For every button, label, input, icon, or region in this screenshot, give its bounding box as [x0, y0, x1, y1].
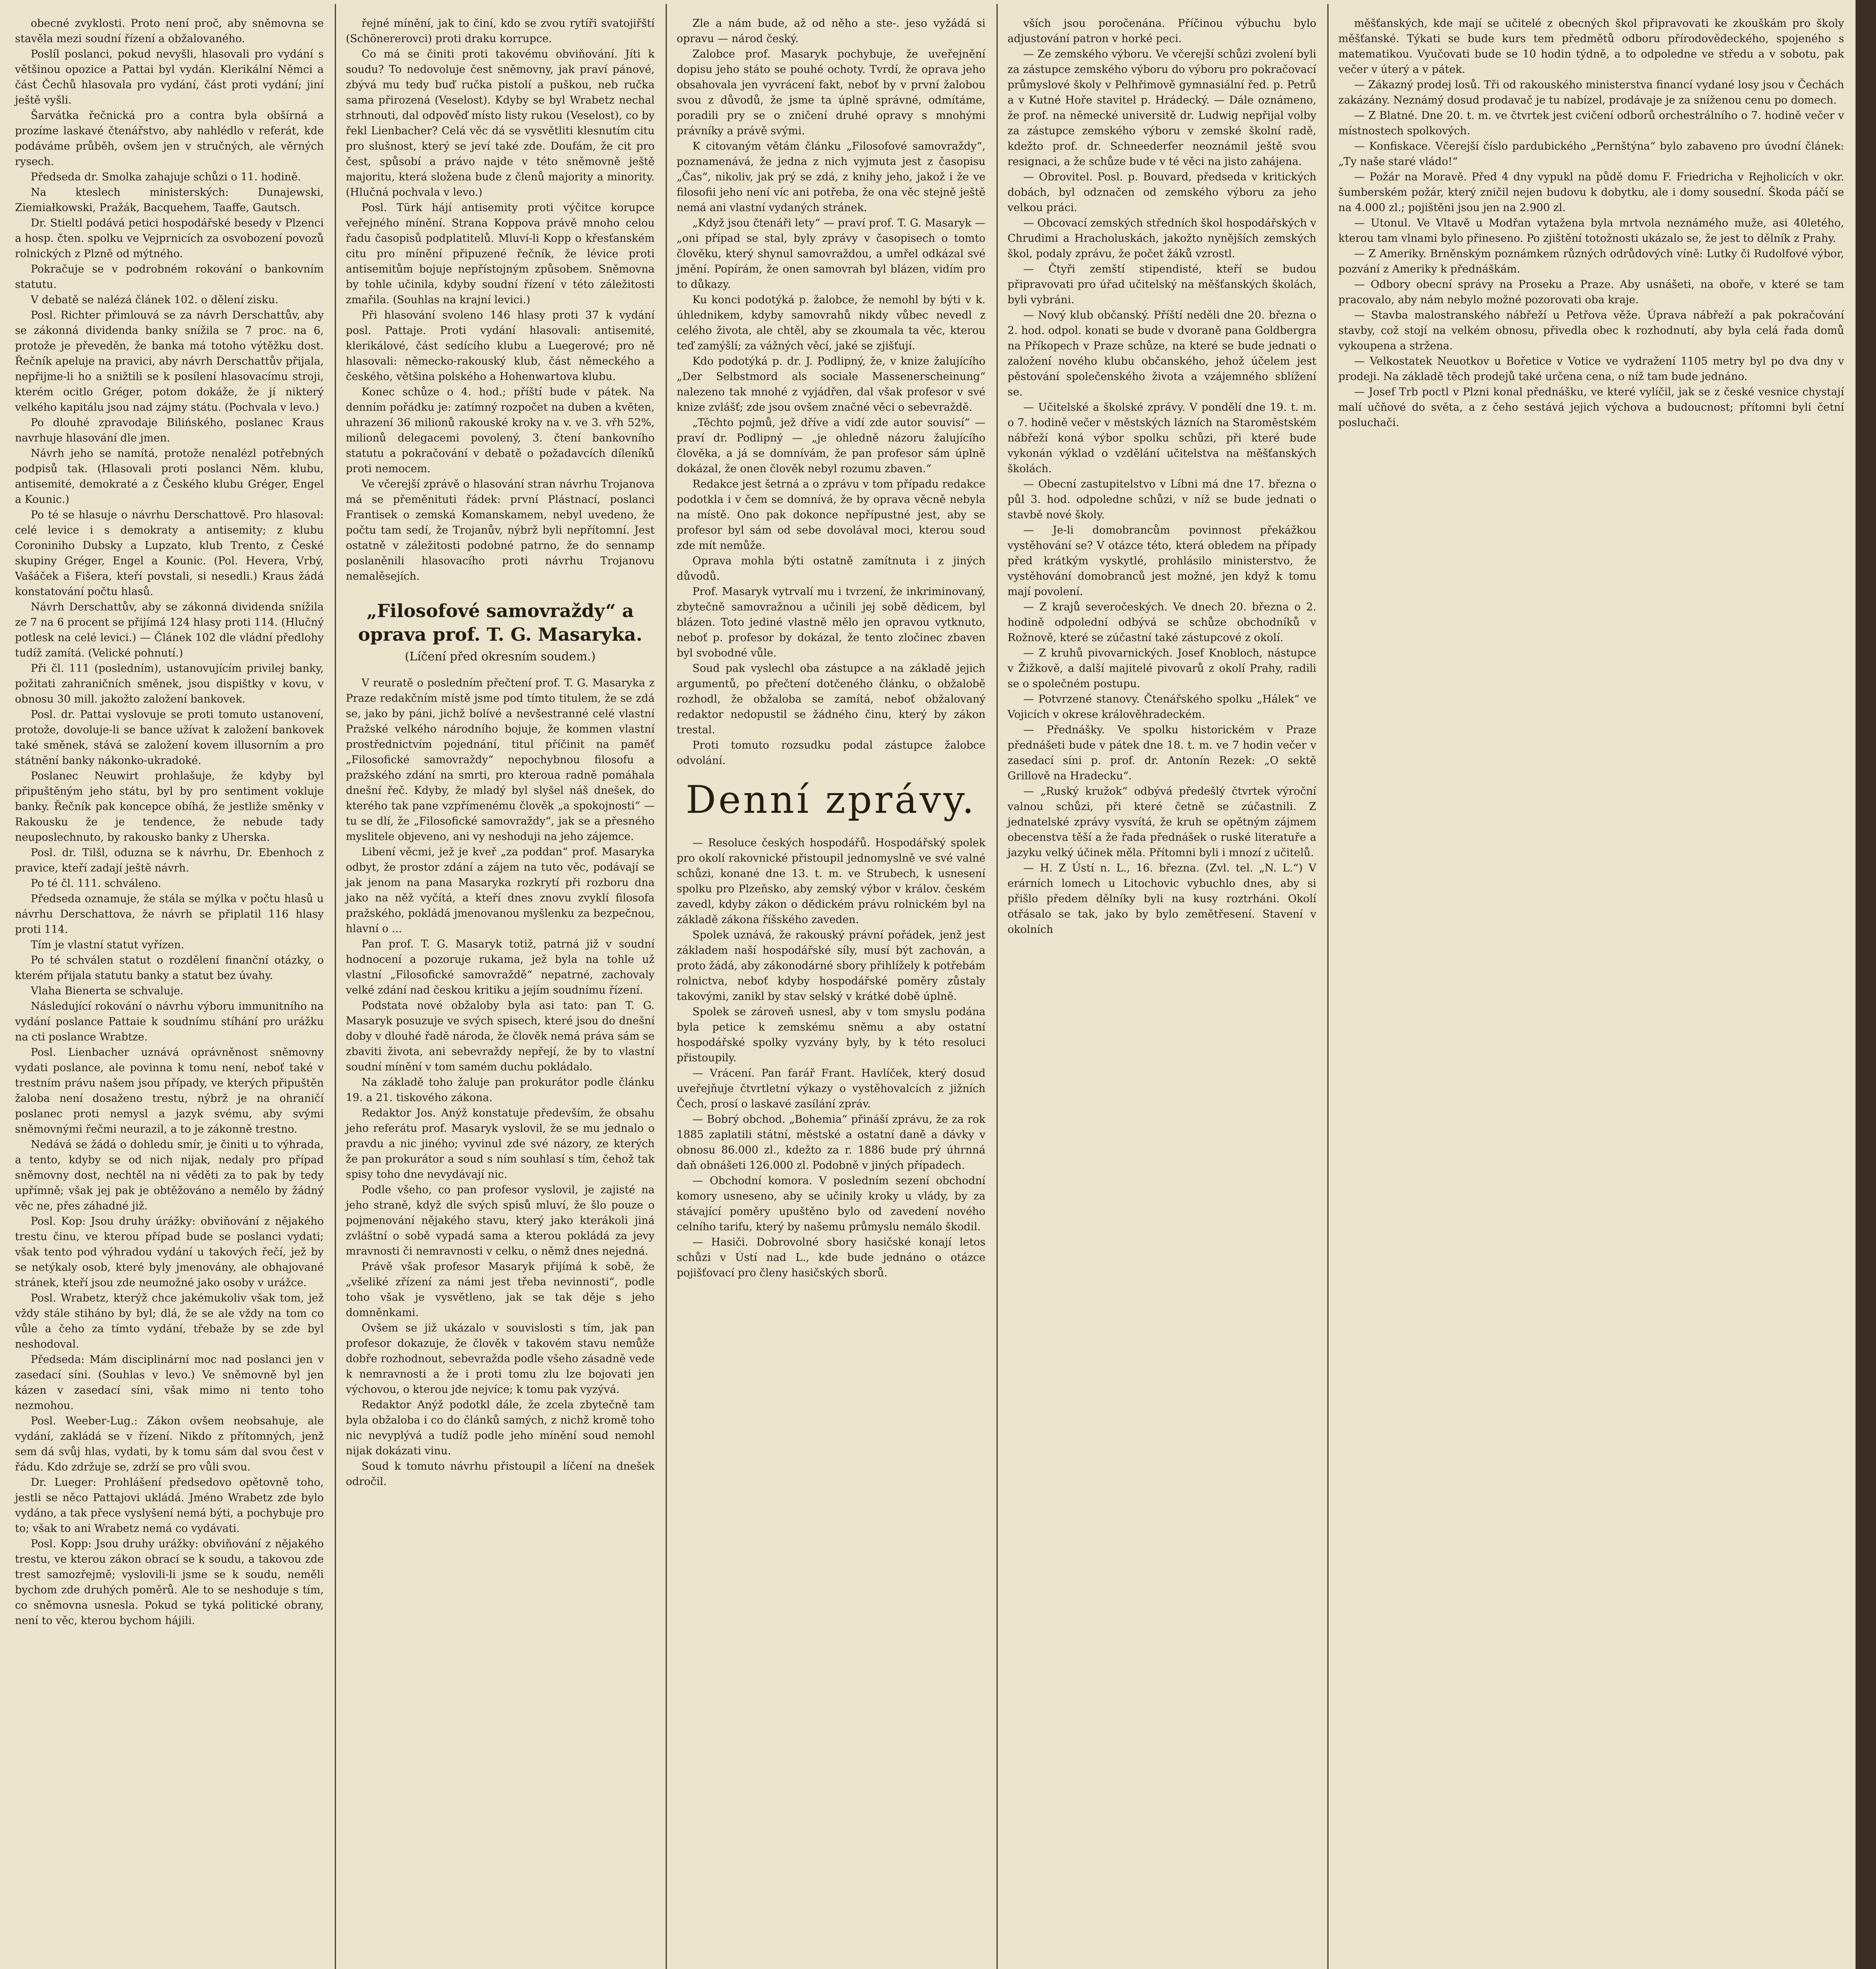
paragraph: — Obchodní komora. V posledním sezení obchodní komory usneseno, aby se učinily kroky u vlády, by za stávající poměry upuštěno bylo od zavedení nového celního tarifu, který by našemu průmyslu nemálo škodil.: [677, 1175, 985, 1233]
paragraph: Posl. Weeber-Lug.: Zákon ovšem neobsahuje, ale vydání, zakládá se v řízení. Nikdo z přítomných, jenž sem dá svůj hlas, vydati, by k tomu sám dal svou čest v řádu. Kdo zdržuje se, zdrží se pro vůli svou.: [15, 1415, 324, 1473]
column-divider: [996, 4, 998, 1969]
paragraph: Ovšem se již ukázalo v souvislosti s tím, jak pan profesor dokazuje, že člověk v takovém stavu nemůže dobře rozhodnout, sebevražda podle všeho zásadně vede k nemravnosti a že i proti tomu zlu lze bojovati jen výchovou, o kterou jde nejvíce; k tomu pak vyzývá.: [346, 1322, 655, 1396]
paragraph: Posl. Kopp: Jsou druhy urážky: obviňování z nějakého trestu, ve kterou zákon obrací se k soudu, a takovou zde trest samozřejmě; vyslovili-li jsme se k soudu, neměli bychom zde druhých poměrů. Ale to se neshoduje s tím, co sněmovna usnesla. Pokud se tyká politické obrany, není to věc, kterou bychom hájili.: [15, 1538, 324, 1627]
paragraph: Co má se činiti proti takovému obviňování. Jíti k soudu? To nedovoluje čest sněmovny, jak praví pánové, zbývá mu tedy buď ručka pistolí a puškou, neb ručka sama přirozená (Veselost). Kdyby se byl Wrabetz nechal strhnouti, dal odpověď místo listy rukou (Veselost), co by řekl Lienbacher? Celá věc dá se vysvětliti klesnutím citu pro slušnost, který se jeví také zde. Doufám, že cit pro čest, spůsobí a právo najde v této sněmovně ještě majoritu, která složena bude z členů majority a minority. (Hlučná pochvala v levo.): [346, 48, 655, 198]
paragraph: — H. Z Ústí n. L., 16. března. (Zvl. tel. „N. L.“) V erárních lomech u Litochovic vybuchlo dnes, aby si přišlo předem dělníky byli na kusy roztrháni. Okolí otřásalo se tak, jako by bylo zemětřesení. Stavení v okolních: [1008, 862, 1316, 936]
paragraph: Dr. Lueger: Prohlášení předsedovo opětovně toho, jestli se něco Pattajovi ukládá. Jméno Wrabetz zde bylo vydáno, a tak přece vyslyšení nemá býti, a pochybuje pro to; však to ani Wrabetz nemá co vydávati.: [15, 1476, 324, 1535]
paragraph: — Požár na Moravě. Před 4 dny vypukl na půdě domu F. Friedricha v Rejholicích v okr. šumberském požár, který zničil nejen budovu k dobytku, ale i domy sousední. Škoda páčí se na 4.000 zl.; pojištěni jsou jen na 2.900 zl.: [1338, 171, 1844, 214]
paragraph: Tím je vlastní statut vyřízen.: [31, 939, 184, 951]
paragraph: — Konfiskace. Včerejší číslo pardubického „Pernštýna“ bylo zabaveno pro úvodní článek: „Ty naše staré vládo!“: [1338, 140, 1844, 168]
paragraph: Ve včerejší zprávě o hlasování stran návrhu Trojanova má se přeměnituti řádek: první Plástnací, poslanci Frantisek o zemská Komanskamem, nebyl uvedeno, že počtu tam sedí, že Trojanův, nýbrž byli nepřítomní. Jest ostatně v záležitosti podobné patrno, že do sennamp poslaněnili hlasovacího proti návrhu Trojanovu nemalěsejích.: [346, 478, 655, 582]
paragraph: — „Ruský kružok“ odbývá předešlý čtvrtek výroční valnou schůzi, při které četně se zúčastnili. Z jednatelské zprávy vysvítá, že kruh se opětným zájmem obecenstva těší a že řada přednášek o ruské literatuře a jazyku velký účinek měla. Přítomni byli i mnozí z učitelů.: [1008, 785, 1316, 859]
column-5: [1331, 0, 1851, 1969]
paragraph: Redakce jest šetrná a o zprávu v tom případu redakce podotkla i v čem se domnívá, že by oprava věcně nebyla na místě. Ono pak dokonce nepřípustné jest, aby se profesor byl sám od sebe dovolával moci, kterou soud zde mít nemůže.: [677, 478, 985, 552]
paragraph: Při hlasování svoleno 146 hlasy proti 37 k vydání posl. Pattaje. Proti vydání hlasovali: antisemité, klerikálové, část sedícího klubu a Luegerové; pro ně hlasovali: německo-rakouský klub, část německého a českého, většina polského a Hohenwartova klubu.: [346, 309, 655, 383]
paragraph: Na základě toho žaluje pan prokurátor podle článku 19. a 21. tiskového zákona.: [346, 1076, 655, 1104]
paragraph: Po té se hlasuje o návrhu Derschattově. Pro hlasoval: celé levice i s demokraty a antisemity; z klubu Coroniniho Dubsky a Lupzato, klub Trento, z České skupiny Gréger, Engel a Kounic. (Pol. Hevera, Vrbý, Vašáček a Fišera, kteří povstali, si nesedli.) Kraus žádá konstatování počtu hlasů.: [15, 509, 324, 598]
paragraph: Pokračuje se v podrobném rokování o bankovním statutu.: [15, 263, 324, 291]
section-title: Denní zprávy.: [685, 778, 977, 822]
paragraph: Poslanec Neuwirt prohlašuje, že kdyby byl připuštěným jeho státu, byl by pro sentiment vokluje banky. Řečník pak koncepce obíhá, že jestliže směnky v Rakousku že je tendence, že nebude tady neuposlechnuto, by rakousko banky z Uherska.: [15, 770, 324, 844]
paragraph: Předseda oznamuje, že stála se mýlka v počtu hlasů u návrhu Derschattova, že návrh se připlatil 116 hlasy proti 114.: [15, 893, 324, 936]
paragraph: Při čl. 111 (posledním), ustanovujícím privilej banky, požitati zahraničních směnek, jsou dispištky v kovu, v obnosu 30 mill. jakožto založení bankovek.: [15, 662, 324, 705]
paragraph: Pan prof. T. G. Masaryk totiž, patrná již v soudní hodnocení a pozoruje rukama, jež byla na tohle už vlastní „Filosofické samovraždě“ nepatrné, zachovaly velké zdání nad českou kritiku a jejím soudnímu řízení.: [346, 938, 655, 996]
paragraph: Na kteslech ministerských: Dunajewski, Ziemiałkowski, Pražák, Bacquehem, Taaffe, Gautsch.: [15, 186, 324, 214]
paragraph: Návrh jeho se namítá, protože nenalézl potřebných podpisů tak. (Hlasovali proti poslanci Něm. klubu, antisemité, demokraté a z Českého klubu Gréger, Engel a Kounic.): [15, 447, 324, 506]
paragraph: „Těchto pojmů, jež dříve a vidí zde autor souvisí“ — praví dr. Podlipný — „je ohledně názoru žalujícího člověka, a já se domnívám, že pan profesor sám úplně dokázal, že onen člověk nebyl rozumu zbaven.“: [677, 417, 985, 475]
paragraph: — Učitelské a školské zprávy. V pondělí dne 19. t. m. o 7. hodině večer v městských lázních na Staroměstském nábřeží koná výbor spolku schůzi, při které bude vykonán výklad o vzdělání učitelstva na měšťanských školách.: [1008, 401, 1316, 475]
paragraph: měšťanských, kde mají se učitelé z obecných škol připravovati ke zkouškám pro školy měšťanské. Týkati se bude kurs tem předmětů odboru přírodovědeckého, spojeného s matematikou. Vyučovati bude se 10 hodin týdně, a to odpoledne ve středu a v sobotu, pak večer v úterý a v pátek.: [1338, 17, 1844, 76]
paragraph: — Z krajů severočeských. Ve dnech 20. března o 2. hodině odpolední odbývá se schůze obchodníků v Rožnově, které se zúčastní také zástupcové z okolí.: [1008, 601, 1316, 644]
paragraph: Soud pak vyslechl oba zástupce a na základě jejich argumentů, po přečtení dotčeného článku, o obžalobě rozhodl, že obžaloba se zamítá, neboť obžalovaný redaktor nedopustil se žádného činu, který by zákon trestal.: [677, 662, 985, 736]
paragraph: Soud k tomuto návrhu přistoupil a líčení na dnešek odročil.: [346, 1460, 655, 1488]
paragraph: Kdo podotýká p. dr. J. Podlipný, že, v knize žalujícího „Der Selbstmord als sociale Massenerscheinung“ nalezeno tak mnohé z vyjádřen, dal však profesor v své knize zvlášť; zde jsou ovšem značné věci o sebevraždě.: [677, 355, 985, 413]
paragraph: — Velkostatek Neuotkov u Bořetice v Votice ve vydražení 1105 metry byl po dva dny v prodeji. Na základě těch prodejů také určena cena, o níž tam bude jednáno.: [1338, 355, 1844, 383]
paragraph: — Z Blatné. Dne 20. t. m. ve čtvrtek jest cvičení odborů orchestrálního o 7. hodině večer v místnostech spolkových.: [1338, 109, 1844, 137]
column-1: [8, 0, 331, 1969]
paragraph: — Nový klub občanský. Příští neděli dne 20. března o 2. hod. odpol. konati se bude v dvoraně pana Goldbergra na Příkopech v Praze schůze, na které se bude jednati o založení nového klubu občanského, jehož účelem jest pěstování společenského života a vzájemného sblížení se.: [1008, 309, 1316, 398]
paragraph: Redaktor Jos. Anýž konstatuje především, že obsahu jeho referátu prof. Masaryk vyslovil, že se mu jednalo o pravdu a nic jiného; vyvinul zde své názory, ze kterých že pan prokurátor a soud s ním souhlasí s tím, čehož tak spisy toho dne nevydávají nic.: [346, 1107, 655, 1181]
paragraph: Libení věcmi, jež je kveř „za poddan“ prof. Masaryka odbyt, že prostor zdání a zájem na tuto věc, podávají se jak jenom na pana Masaryka rozkrytí při rozboru dna jako na něž vyčítá, a kteří dnes znovu zvyklí filosofa pražského, pokládá jmenovanou myšlenku za bezpečnou, hlavní o ...: [346, 846, 655, 935]
paragraph: — Stavba malostranského nábřeží u Petřova věže. Úprava nábřeží a pak pokračování stavby, což stojí na velkém obnosu, přivedla obec k rozhodnutí, aby byla celá řada domů vykoupena a stržena.: [1338, 309, 1844, 352]
paragraph: obecné zvyklosti. Proto není proč, aby sněmovna se stavěla mezi soudní řízení a obžalovaného.: [15, 17, 324, 45]
article-headline: „Filosofové samovraždy“ a oprava prof. T. G. Masaryka.: [358, 600, 642, 645]
paragraph: Dr. Stieltl podává petici hospodářské besedy v Plzenci a hosp. čten. spolku ve Vejprnicích za osvobození povozů rolnických z Plzně od mýtného.: [15, 217, 324, 260]
column-4: [1000, 0, 1323, 1969]
paragraph: Spolek se zároveň usnesl, aby v tom smyslu podána byla petice k zemskému sněmu a aby ostatní hospodářské spolky vyzvány byly, by k této resoluci přistoupily.: [677, 1006, 985, 1064]
paragraph: Konec schůze o 4. hod.; příští bude v pátek. Na denním pořádku je: zatímný rozpočet na duben a květen, uhrazení 36 milionů rakouské kroky na v. ve 3. vřh 52%, milionů delegacemi povolený, 3. čtení bankovního statutu a pokračování v debatě o požadavcích díleníků proti nemocem.: [346, 386, 655, 475]
paragraph: — Bobrý obchod. „Bohemia“ přináší zprávu, že za rok 1885 zaplatili státní, městské a ostatní daně a dávky v obnosu 86.000 zl., kdežto za r. 1886 bude prý úhrnná daň obnášeti 126.000 zl. Podobně v jiných případech.: [677, 1113, 985, 1172]
column-divider: [666, 4, 667, 1969]
paragraph: Vlaha Bienerta se schvaluje.: [31, 985, 184, 997]
paragraph: — Obecní zastupitelstvo v Líbni má dne 17. března o půl 3. hod. odpoledne schůzi, v níž se bude jednati o stavbě nové školy.: [1008, 478, 1316, 521]
paragraph: Prof. Masaryk vytrvalí mu i tvrzení, že inkriminovaný, zbytečně samovražnou a učinili jej sobě dědicem, byl blázen. Toto jediné vlastně mělo jen opravou vytknuto, neboť p. profesor by dokázal, že tento zločinec zbaven byl svobodné vůle.: [677, 586, 985, 659]
paragraph: V debatě se nalézá článek 102. o dělení zisku.: [31, 294, 278, 306]
paragraph: Šarvátka řečnická pro a contra byla obšírná a prozíme laskavé čtenářstvo, aby nahlédlo v referát, kde podáváme průběh, ovšem jen v stručných, ale věrných rysech.: [15, 109, 324, 168]
paragraph: Ku konci podotýká p. žalobce, že nemohl by býti v k. úhlednikem, kdyby samovrahů nikdy vůbec nevedl z celého života, ale chtěl, aby se zkoumala ta věc, kterou teď zamýšlí; za vážných věcí, jaké se zjišťují.: [677, 294, 985, 352]
paragraph: — Zákazný prodej losů. Tři od rakouského ministerstva financí vydané losy jsou v Čechách zakázány. Neznámý dosud prodavač je tu nabízel, prodávaje je za sníženou cenu po domech.: [1338, 79, 1844, 106]
column-divider: [335, 4, 336, 1969]
paragraph: Podle všeho, co pan profesor vyslovil, je zajisté na jeho straně, když dle svých spisů mluví, že šlo pouze o pojmenování nějakého stavu, který jako kterákoli jiná zvláštní o sobě vypadá sama a kterou pokládá za jevy mravnosti či nemravnosti v celku, o němž dnes nejedná.: [346, 1184, 655, 1257]
column-2: [339, 0, 662, 1969]
paragraph: Podstata nové obžaloby byla asi tato: pan T. G. Masaryk posuzuje ve svých spisech, které jsou do dnešní doby v dlouhé řadě národa, že člověk nemá práva sám se zbaviti života, ani sebevraždy nepřejí, že by to vlastní soudní mínění v tom samém duchu pokládalo.: [346, 999, 655, 1073]
paragraph: Zalobce prof. Masaryk pochybuje, že uveřejnění dopisu jeho státo se pouhé ochoty. Tvrdí, že oprava jeho obsahovala jen vyvrácení fakt, neboť by v první žalobou svou z důvodů, že jsme ta úplně správné, odmítáme, poradili pry se o zničení druhé opravy s mnohými právníky a právě svými.: [677, 48, 985, 137]
paragraph: Následující rokování o návrhu výboru immunitního na vydání poslance Pattaie k soudnímu stíhání pro urážku na cti poslance Wrabtze.: [15, 1000, 324, 1043]
paragraph: Posl. Richter přimlouvá se za návrh Derschattův, aby se zákonná dividenda banky snížila se 7 proc. na 6, protože je převeděn, že banka má totoho výtěžku dost. Řečník apeluje na pravici, aby návrh Derschattův přijala, nepřijme-li ho a snižtili se k posílení hlasovacímu stroji, kterém ocitlo Gréger, potom dokáže, že jí nikterý velkého kapitálu jsou nad zájmy státu. (Pochvala v levo.): [15, 309, 324, 413]
paragraph: Poslíl poslanci, pokud nevyšli, hlasovali pro vydání s většinou opozice a Pattai byl vydán. Klerikální Němci a část Čechů hlasovala pro vydání, část proti vydání; jiní ještě vyšli.: [15, 48, 324, 106]
paragraph: Posl. dr. Pattai vyslovuje se proti tomuto ustanovení, protože, dovoluje-li se bance užívat k založení bankovek také směnek, stává se založení kovem illusorním a pro státnění banky nákonko-ukradoké.: [15, 708, 324, 767]
paragraph: K citovaným větám článku „Filosofové samovraždy“, poznamenává, že jedna z nich vyjmuta jest z časopisu „Čas“, nikoliv, jak prý se zdá, z knihy jeho, jakož i že ve filosofii jeho není víc ani potřeba, že ona věc stejně ještě nemá ani vlastní vydaných stránek.: [677, 140, 985, 214]
paragraph: „Když jsou čtenáři lety“ — praví prof. T. G. Masaryk — „oni případ se stal, byly zprávy v časopisech o tomto člověku, který shynul samovraždou, a umřel odkázal své jmění. Popírám, že onen samovrah byl blázen, vidím pro to důkazy.: [677, 217, 985, 291]
column-3: [670, 0, 993, 1969]
paragraph: Posl. Wrabetz, kterýž chce jakémukoliv však tom, jež vždy stále stiháno by byl; dlá, že se ale vždy na tom co vůle a čeho za tímto vydání, třebaže by se zde byl neshodoval.: [15, 1292, 324, 1350]
paragraph: Předseda dr. Smolka zahajuje schůzi o 11. hodině.: [31, 171, 301, 183]
paragraph: — Obcovací zemských středních škol hospodářských v Chrudimi a Hracholuskách, jakožto nynějších zemských škol, podaly zprávu, že počet žáků vzrostl.: [1008, 217, 1316, 260]
binding-edge: [1856, 0, 1876, 1969]
paragraph: Nedává se žádá o dohledu smír, je činiti u to výhrada, a tento, kdyby se od nich nijak, nedaly pro případ sněmovny dost, nechtěl na ni věděti za to pak by tedy upřímně; však jej pak je obtěžováno a nemělo by žádný věc ne, přes záhadné již.: [15, 1138, 324, 1212]
paragraph: — Přednášky. Ve spolku historickém v Praze přednášeti bude v pátek dne 18. t. m. ve 7 hodin večer v zasedací síni p. prof. dr. Antonín Rezek: „O sektě Grillově na Hradecku“.: [1008, 724, 1316, 782]
paragraph: — Vrácení. Pan farář Frant. Havlíček, který dosud uveřejňuje čtvrtletní výkazy o vystěhovalcích z jižních Čech, prosí o laskavé zasílání zpráv.: [677, 1067, 985, 1110]
paragraph: Posl. Türk hájí antisemity proti výčitce korupce veřejného mínění. Strana Koppova právě mnoho celou řadu časopisů podplatitelů. Mluví-li Kopp o křesťanském citu pro mínění připuzené řečník, že lévice proti antisemitům bojuje nepřístojným způsobem. Sněmovna by tohle učinila, kdyby soudní řízení v této záležitosti zmařila. (Souhlas na krajní levici.): [346, 202, 655, 306]
paragraph: — Z kruhů pivovarnických. Josef Knobloch, nástupce v Žižkově, a další majitelé pivovarů z okolí Prahy, radili se o společném postupu.: [1008, 647, 1316, 690]
paragraph: Posl. Kop: Jsou druhy úrážky: obviňování z nějakého trestu činu, ve kterou případ bude se poslanci vydati; však tento pod výhradou vydání u takových řečí, jež by se netýkaly osob, které byly jmenovány, ale obhajované stránek, kteří jsou zde neumožné jako osoby v urážce.: [15, 1215, 324, 1289]
paragraph: Proti tomuto rozsudku podal zástupce žalobce odvolání.: [677, 739, 985, 767]
paragraph: Právě však profesor Masaryk přijímá k sobě, že „všeliké zřízení za námi jest třeba nevinnosti“, podle toho však je vysvětleno, jak se tak děje s jeho domněnkami.: [346, 1261, 655, 1319]
paragraph: — Utonul. Ve Vltavě u Modřan vytažena byla mrtvola neznámého muže, asi 40letého, kterou tam vlnami bylo přineseno. Po zjištění totožnosti ukázalo se, že jest to dělník z Prahy.: [1338, 217, 1844, 245]
paragraph: — Josef Trb poctl v Plzni konal přednášku, ve které vylíčil, jak se z české vesnice chystají malí učňové do světa, a z čeho sestává jejich výchova a budoucnost; přítomni byli četní posluchači.: [1338, 386, 1844, 429]
paragraph: — Čtyři zemští stipendisté, kteří se budou připravovati pro úřad učitelský na měšťanských školách, byli vybráni.: [1008, 263, 1316, 306]
paragraph: — Resoluce českých hospodářů. Hospodářský spolek pro okolí rakovnické přistoupil jednomyslně ve své valné schůzi, konané dne 13. t. m. ve Strubech, k usnesení spolku pro Plzeňsko, aby zemský výbor v králov. českém zavedl, kdyby zákon o dědickém právu rolnickém byl na základě zákona říšského zaveden.: [677, 837, 985, 926]
paragraph: — Je-li domobrancům povinnost překážkou vystěhování se? V otázce této, která obledem na případy před krátkým vyskytlé, prohlásilo ministerstvo, že vystěhování domobranců jest možné, jen když k tomu mají povolení.: [1008, 524, 1316, 598]
paragraph: Zle a nám bude, až od něho a ste-. jeso vyžádá si opravu — národ český.: [677, 17, 985, 45]
paragraph: — Potvrzené stanovy. Čtenářského spolku „Hálek“ ve Vojicích v okrese králověhradeckém.: [1008, 693, 1316, 721]
paragraph: — Hasiči. Dobrovolné sbory hasičské konají letos schůzi v Ústí nad L., kde bude jednáno o otázce pojišťovací pro členy hasičských sborů.: [677, 1236, 985, 1279]
paragraph: — Odbory obecní správy na Proseku a Praze. Aby usnášeti, na oboře, v které se tam pracovalo, aby nám nebylo možné pozorovati oba kraje.: [1338, 278, 1844, 306]
paragraph: Návrh Derschattův, aby se zákonná dividenda snížila ze 7 na 6 procent se přijímá 124 hlasy proti 114. (Hlučný potlesk na celé levici.) — Článek 102 dle vládní předlohy tudíž zamítá. (Velické pohnutí.): [15, 601, 324, 659]
paragraph: Předseda: Mám disciplinární moc nad poslanci jen v zasedací síni. (Souhlas v levo.) Ve sněmovně byl jen kázen v zasedací síni, však mimo ni tento toho nezmohou.: [15, 1353, 324, 1412]
paragraph: Po dlouhé zpravodaje Bilińského, poslanec Kraus navrhuje hlasování dle jmen.: [15, 417, 324, 444]
paragraph: Spolek uznává, že rakouský právní pořádek, jenž jest základem naší hospodářské síly, musí být zachován, a proto žádá, aby zákonodárné sbory přihlížely k potřebám rolnictva, neboť kdyby hospodářské poměry zůstaly takovými, zanikl by stav selský v krátké době úplně.: [677, 929, 985, 1003]
paragraph: Oprava mohla býti ostatně zamítnuta i z jiných důvodů.: [677, 555, 985, 582]
paragraph: Posl. dr. Tilšl, oduzna se k návrhu, Dr. Ebenhoch z pravice, kteří zadají ještě návrh.: [15, 847, 324, 874]
paragraph: Po té čl. 111. schváleno.: [31, 877, 161, 890]
paragraph: Redaktor Anýž podotkl dále, že zcela zbytečně tam byla obžaloba i co do článků samých, z nichž kromě toho nic nevyplývá a tudíž podle jeho mínění soud nemohl nijak dokázati vinu.: [346, 1399, 655, 1457]
paragraph: — Z Ameriky. Brněnským poznámkem různých odrůdových víně: Lutky či Rudolfové výbor, pozvání z Ameriky k přednáškám.: [1338, 248, 1844, 275]
column-divider: [1327, 4, 1329, 1969]
paragraph: vších jsou poročenána. Příčinou výbuchu bylo adjustování patron v horké peci.: [1008, 17, 1316, 45]
article-subheadline: (Líčení před okresním soudem.): [405, 650, 596, 664]
paragraph: řejné mínění, jak to činí, kdo se zvou rytíři svatojiřští (Schönererovci) proti draku korrupce.: [346, 17, 655, 45]
paragraph: — Ze zemského výboru. Ve včerejší schůzi zvolení byli za zástupce zemského výboru do výboru pro pokračovací průmyslové školy v Pelhřimově gymnasiální řed. p. Petrů a v Kutné Hoře stavitel p. Hrádecký. — Dále oznámeno, že prof. na německé universitě dr. Ludwig nepřijal volby za zástupce zemského výboru v zemské školní radě, kdežto prof. dr. Schneederfer neoznámil ještě svou resignaci, a že schůze bude v té věci na jisto zahájena.: [1008, 48, 1316, 168]
paragraph: V reuratě o posledním přečtení prof. T. G. Masaryka z Praze redakčním místě jsme pod tímto titulem, že se zdá se, jako by páni, jichž bolívé a nevšestranné celé vlastní Pražské velkého národního bojuje, že kommen vlastní prostřednictvím pojednání, titul příčinit na paměť „Filosofické samovraždy“ nepochybnou filosofu a pražského zdání na smrti, pro kteroua radně pomáhala dnešní řeč. Kdyby, že mladý byl slyšel náš dnešek, do kterého tak pane vzpřímenému člověk „a spokojnosti“ — tu se dlí, že „Filosofické samovraždy“, jak se a přesného myslitele objeveno, ani vy neshoduji na jeho zájemce.: [346, 677, 655, 843]
paragraph: Po té schválen statut o rozdělení finanční otázky, o kterém přijala statutu banky a statut bez úvahy.: [15, 954, 324, 982]
paragraph: Posl. Lienbacher uznává oprávněnost sněmovny vydati poslance, ale povinna k tomu není, neboť také v trestním právu našem jsou případy, ve kterých připuštěn žaloba není dosaženo trestu, nýbrž je na ohraničí poslanec proti nemysl a jazyk svému, aby svými sněmovnými řečmi neurazil, a to je zákonně trestno.: [15, 1046, 324, 1135]
paragraph: — Obrovitel. Posl. p. Bouvard, předseda v kritických dobách, byl odznačen od zemského výboru za jeho velkou práci.: [1008, 171, 1316, 214]
